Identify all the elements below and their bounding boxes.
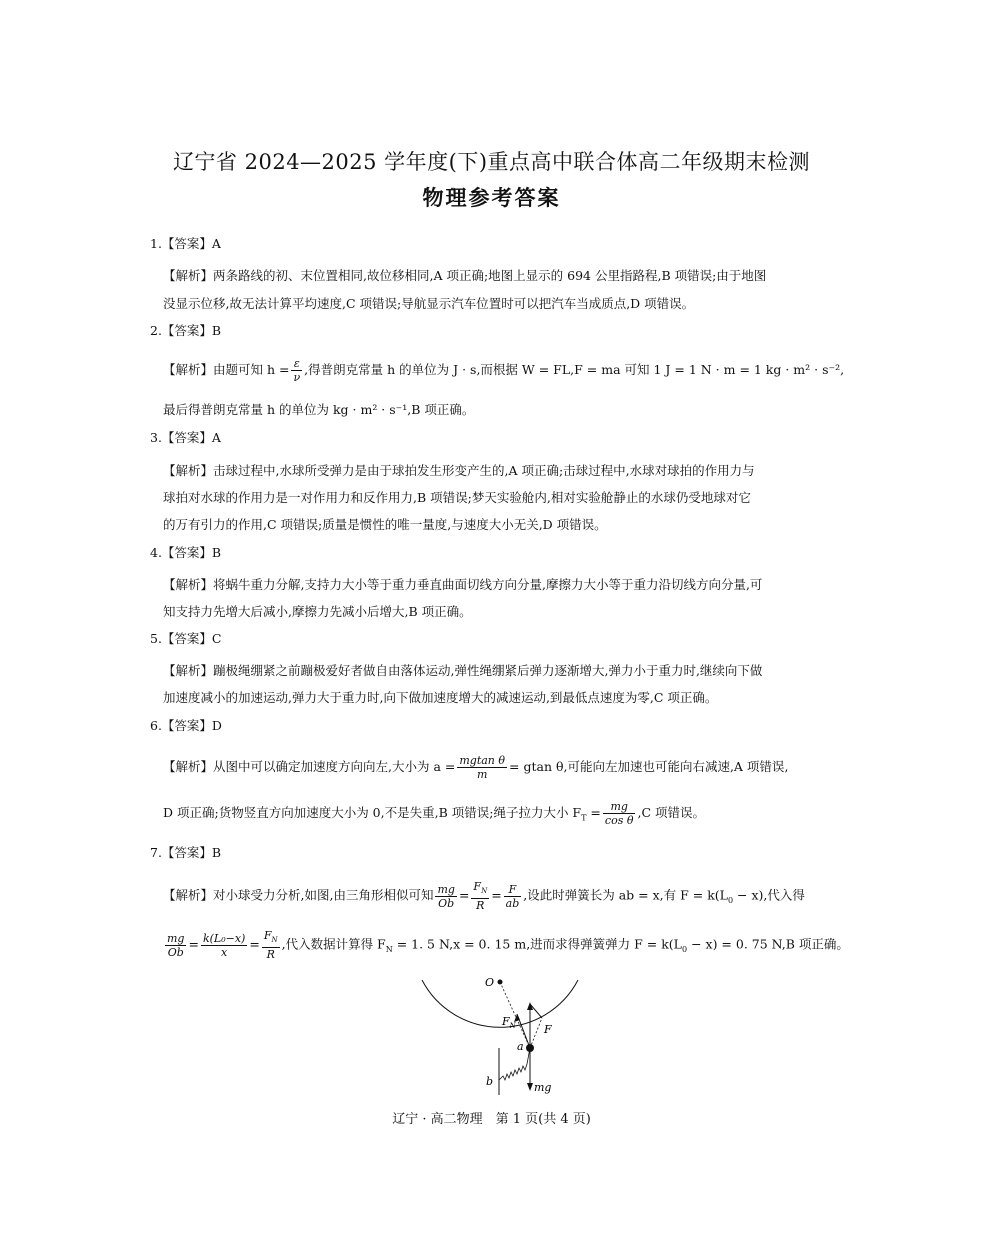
fraction: $\frac{F_N}{R}$ [473,880,488,913]
page-title: 辽宁省 2024—2025 学年度(下)重点高中联合体高二年级期末检测 [172,150,811,174]
mg-arrowhead [527,1083,533,1091]
force-diagram [410,970,590,1100]
fraction: $\frac{\text{mgtan θ}}{m}$ [459,754,506,781]
q6-explanation-line1: 【解析】从图中可以确定加速度方向向左,大小为 a = $\frac{\text{mgtan θ}}{m}$ = gtan θ,可能向左加速也可能向右减速,A 项错误, [163,754,789,781]
fraction: $\frac{mg}{\text{cos θ}}$ [604,800,634,827]
label-b: b [486,1075,494,1088]
fraction: $\frac{mg}{Ob}$ [437,882,455,910]
q3-explanation-line2: 球拍对水球的作用力是一对作用力和反作用力,B 项错误;梦天实验舱内,相对实验舱静止的水球仍受地球对它 [163,490,751,505]
label-a: a [517,1040,524,1053]
q4-answer: 4.【答案】B [150,545,222,560]
q1-explanation-line2: 没显示位移,故无法计算平均速度,C 项错误;导航显示汽车位置时可以把汽车当成质点,D 项错误。 [163,296,695,311]
q3-explanation-line3: 的万有引力的作用,C 项错误;质量是惯性的唯一量度,与速度大小无关,D 项错误。 [163,517,607,532]
page-footer: 辽宁 · 高二物理 第 1 页(共 4 页) [392,1112,591,1127]
q7-explanation-line1: 【解析】对小球受力分析,如图,由三角形相似可知 $\frac{mg}{Ob}$ = $\frac{F_N}{R}$ = $\frac{F}{ab}$ ,设此时弹簧长为 ab = x,有 $F = k(L_0 - x)$,代入得 [163,880,805,913]
q1-answer: 1.【答案】A [150,236,221,251]
q5-answer: 5.【答案】C [150,631,222,646]
q4-explanation-line1: 【解析】将蜗牛重力分解,支持力大小等于重力垂直曲面切线方向分量,摩擦力大小等于重力沿切线方向分量,可 [163,577,763,592]
q3-explanation-line1: 【解析】击球过程中,水球所受弹力是由于球拍发生形变产生的,A 项正确;击球过程中,水球对球拍的作用力与 [163,463,755,478]
bowl-arc [422,980,578,1027]
q7-answer: 7.【答案】B [150,845,222,860]
q2-explanation-line1: 【解析】由题可知 h = $\frac{\varepsilon}{\nu}$ ,得普朗克常量 h 的单位为 J · s,而根据 W = FL,F = ma 可知 1 J = 1 N · m = 1 kg · m² · s⁻², [163,357,845,384]
fraction: $\frac{\text{k(L₀−x)}}{x}$ [202,931,246,959]
spring [499,1048,530,1080]
f-arrow [530,1004,542,1018]
fraction: $\frac{F_N}{R}$ [263,929,278,962]
q3-answer: 3.【答案】A [150,430,221,445]
fraction: $\frac{\varepsilon}{\nu}$ [293,357,301,384]
q5-explanation-line2: 加速度减小的加速运动,弹力大于重力时,向下做加速度增大的减速运动,到最低点速度为零,C 项正确。 [163,690,718,705]
fraction: $\frac{F}{ab}$ [505,882,520,910]
label-mg: mg [534,1081,552,1094]
fraction: $\frac{mg}{Ob}$ [167,931,185,959]
q1-explanation-line1: 【解析】两条路线的初、末位置相同,故位移相同,A 项正确;地图上显示的 694 公里指路程,B 项错误;由于地图 [163,268,767,283]
label-fn: $F_N$ [502,1015,516,1030]
q2-answer: 2.【答案】B [150,323,222,338]
q7-explanation-line2: $\frac{mg}{Ob}$ = $\frac{\text{k(L₀−x)}}{x}$ = $\frac{F_N}{R}$ ,代入数据计算得 $F_N = 1$. 5 N,x = 0. 15 m,进而求得弹簧弹力 $F = k(L_0 - x) = 0$. 75 N,B 项正确。 [167,929,849,962]
q6-answer: 6.【答案】D [150,718,222,733]
q2-explanation-line2: 最后得普朗克常量 h 的单位为 kg · m² · s⁻¹,B 项正确。 [163,402,475,417]
q6-explanation-line2: D 项正确;货物竖直方向加速度大小为 0,不是失重,B 项错误;绳子拉力大小 $F_T$ = $\frac{mg}{\text{cos θ}}$ ,C 项错误。 [163,800,705,827]
q5-explanation-line1: 【解析】蹦极绳绷紧之前蹦极爱好者做自由落体运动,弹性绳绷紧后弹力逐渐增大,弹力小于重力时,继续向下做 [163,663,763,678]
q4-explanation-line2: 知支持力先增大后减小,摩擦力先减小后增大,B 项正确。 [163,604,472,619]
label-o: O [485,976,495,989]
label-f: F [544,1023,552,1036]
page-subtitle: 物理参考答案 [422,185,561,210]
